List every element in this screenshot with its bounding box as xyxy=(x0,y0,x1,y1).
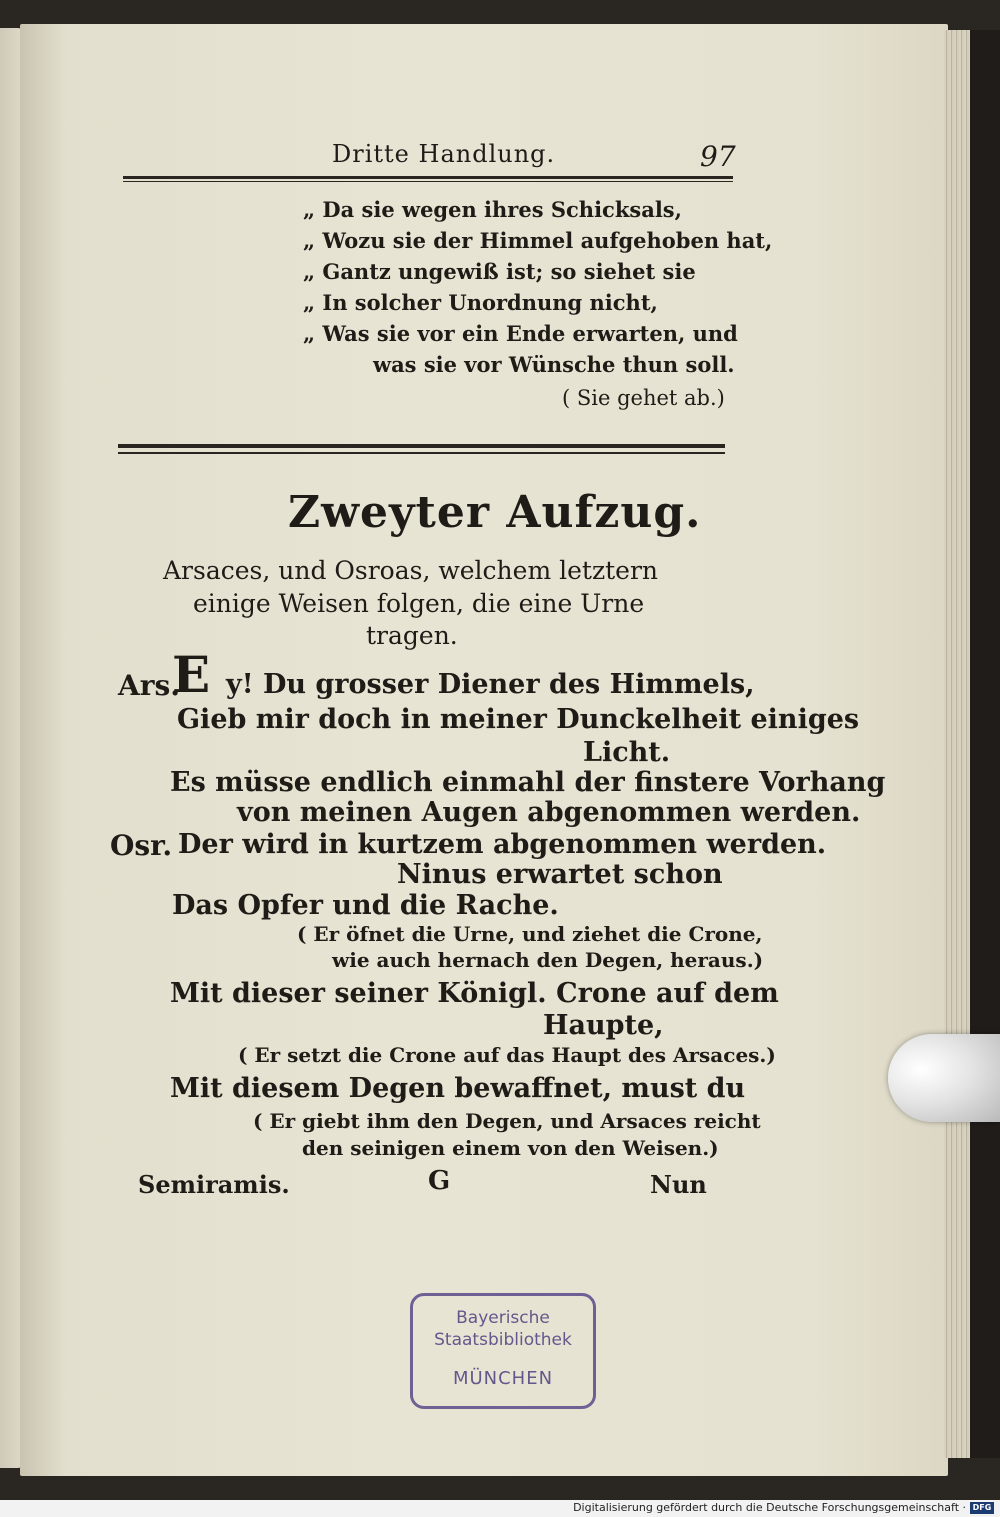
cast-line: Arsaces, und Osroas, welchem letztern xyxy=(163,556,659,585)
verse-line: was sie vor Wünsche thun soll. xyxy=(373,352,735,377)
catchword: Nun xyxy=(650,1170,707,1199)
stage-direction: ( Sie gehet ab.) xyxy=(562,386,725,410)
dfg-logo: DFG xyxy=(970,1502,994,1514)
dialogue-line: Das Opfer und die Rache. xyxy=(172,890,559,921)
running-header: Dritte Handlung. xyxy=(332,140,556,168)
credit-text: Digitalisierung gefördert durch die Deutsche Forschungsgemeinschaft · xyxy=(573,1501,966,1514)
verse-line: „ Gantz ungewiß ist; so siehet sie xyxy=(303,259,696,284)
page-edges xyxy=(944,30,970,1458)
stamp-line: Bayerische xyxy=(456,1308,550,1328)
dialogue-line: Mit dieser seiner Königl. Crone auf dem xyxy=(170,978,779,1009)
section-rule xyxy=(118,444,725,448)
stage-direction: ( Er setzt die Crone auf das Haupt des Arsaces.) xyxy=(238,1043,776,1067)
dialogue-line: y! Du grosser Diener des Himmels, xyxy=(226,669,755,700)
speaker-name: Ars. xyxy=(118,669,180,702)
library-stamp xyxy=(410,1293,596,1409)
book-clip xyxy=(888,1034,1000,1122)
verse-line: „ Was sie vor ein Ende erwarten, und xyxy=(303,321,738,346)
scanner-border xyxy=(970,30,1000,1458)
dialogue-line: Gieb mir doch in meiner Dunckelheit einiges xyxy=(177,704,860,735)
header-rule xyxy=(123,176,733,179)
credit-bar xyxy=(0,1500,1000,1517)
cast-line: tragen. xyxy=(366,621,458,650)
verse-line: „ Wozu sie der Himmel aufgehoben hat, xyxy=(303,228,773,253)
page-number: 97 xyxy=(700,140,736,173)
dialogue-line: von meinen Augen abgenommen werden. xyxy=(237,797,861,828)
dialogue-line: Es müsse endlich einmahl der finstere Vorhang xyxy=(170,767,886,798)
signature-mark: Semiramis. xyxy=(138,1170,290,1199)
stage-direction: ( Er giebt ihm den Degen, und Arsaces reicht xyxy=(253,1109,761,1133)
stamp-line: Staatsbibliothek xyxy=(434,1330,572,1350)
scene-title: Zweyter Aufzug. xyxy=(288,487,702,538)
verse-line: „ Da sie wegen ihres Schicksals, xyxy=(303,197,682,222)
drop-cap: E xyxy=(172,645,211,704)
dialogue-line: Ninus erwartet schon xyxy=(397,859,723,890)
stage-direction: ( Er öfnet die Urne, und ziehet die Crone, xyxy=(297,922,763,946)
stage-direction: den seinigen einem von den Weisen.) xyxy=(302,1136,719,1160)
dialogue-line: Haupte, xyxy=(543,1010,664,1041)
cast-line: einige Weisen folgen, die eine Urne xyxy=(193,589,645,618)
dialogue-line: Der wird in kurtzem abgenommen werden. xyxy=(178,829,827,860)
dialogue-line: Licht. xyxy=(583,737,671,768)
stamp-line: MÜNCHEN xyxy=(452,1368,554,1389)
dialogue-line: Mit diesem Degen bewaffnet, must du xyxy=(170,1073,746,1104)
signature-letter: G xyxy=(428,1166,451,1196)
facing-page-edge xyxy=(0,28,22,1468)
speaker-name: Osr. xyxy=(110,829,173,862)
stage-direction: wie auch hernach den Degen, heraus.) xyxy=(332,948,764,972)
verse-line: „ In solcher Unordnung nicht, xyxy=(303,290,658,315)
